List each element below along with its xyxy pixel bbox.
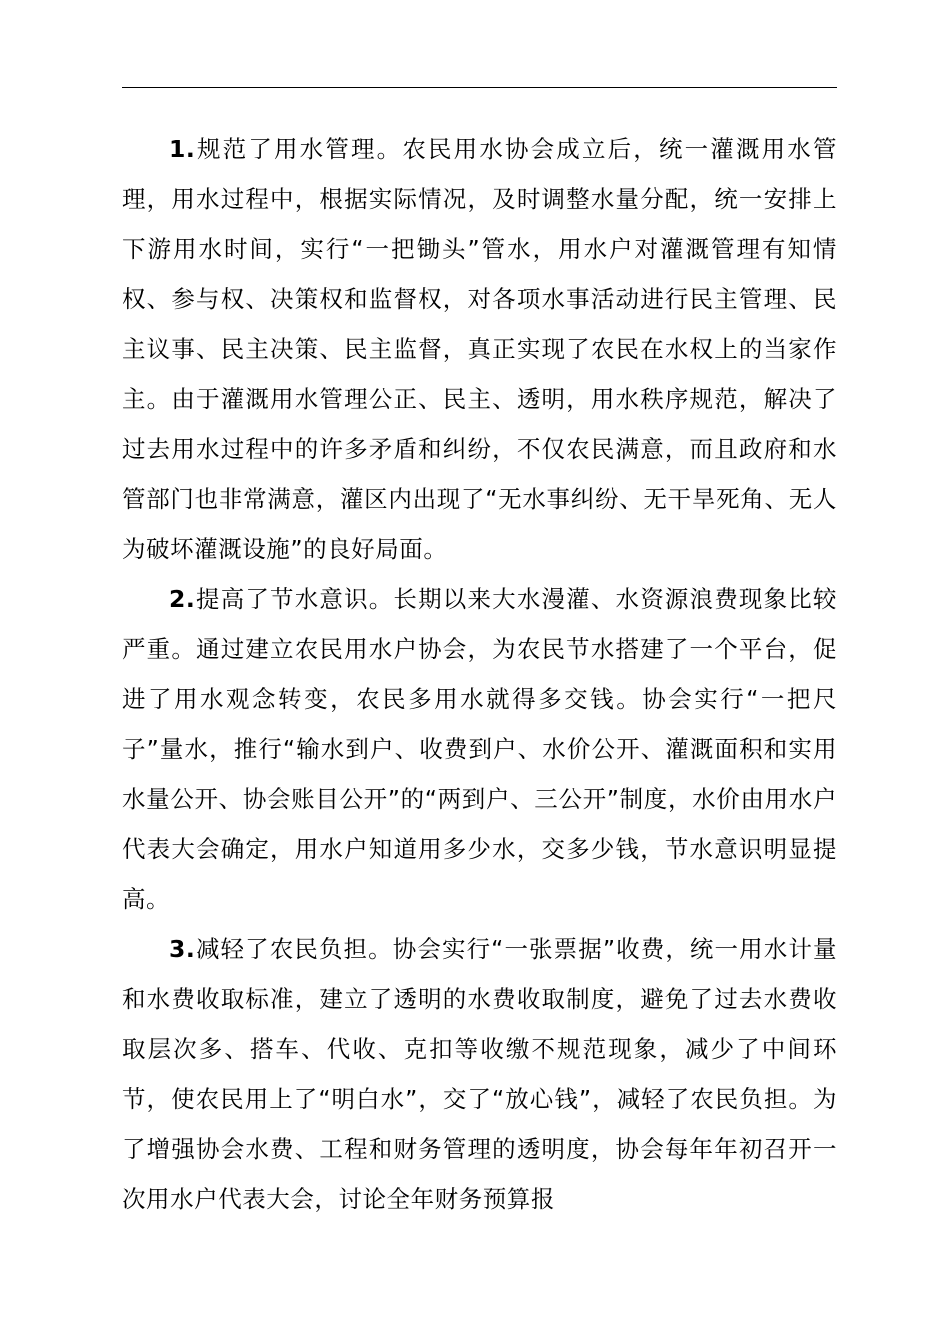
paragraph-1-text: 规范了用水管理。农民用水协会成立后，统一灌溉用水管理，用水过程中，根据实际情况，及时调整水量分配，统一安排上下游用水时间，实行“一把锄头”管水，用水户对灌溉管理有知情权、参与权、决策权和监督权，对各项水事活动进行民主管理、民主议事、民主决策、民主监督，真正实现了农民在水权上的当家作主。由于灌溉用水管理公正、民主、透明，用水秩序规范，解决了过去用水过程中的许多矛盾和纠纷，不仅农民满意，而且政府和水管部门也非常满意，灌区内出现了“无水事纠纷、无干旱死角、无人为破坏灌溉设施”的良好局面。 bbox=[122, 135, 837, 563]
paragraph-2-text: 提高了节水意识。长期以来大水漫灌、水资源浪费现象比较严重。通过建立农民用水户协会，为农民节水搭建了一个平台，促进了用水观念转变，农民多用水就得多交钱。协会实行“一把尺子”量水，推行“输水到户、收费到户、水价公开、灌溉面积和实用水量公开、协会账目公开”的“两到户、三公开”制度，水价由用水户代表大会确定，用水户知道用多少水，交多少钱，节水意识明显提高。 bbox=[122, 585, 837, 913]
paragraph-2 bbox=[122, 574, 837, 924]
paragraph-3-number: 3. bbox=[169, 935, 196, 963]
header-rule bbox=[122, 87, 837, 88]
document-body bbox=[122, 124, 837, 1224]
paragraph-2-number: 2. bbox=[169, 585, 196, 613]
paragraph-3-text: 减轻了农民负担。协会实行“一张票据”收费，统一用水计量和水费收取标准，建立了透明的水费收取制度，避免了过去水费收取层次多、搭车、代收、克扣等收缴不规范现象，减少了中间环节，使农民用上了“明白水”，交了“放心钱”，减轻了农民负担。为了增强协会水费、工程和财务管理的透明度，协会每年年初召开一次用水户代表大会，讨论全年财务预算报 bbox=[122, 935, 837, 1213]
paragraph-1-number: 1. bbox=[169, 135, 196, 163]
paragraph-3 bbox=[122, 924, 837, 1224]
paragraph-1 bbox=[122, 124, 837, 574]
